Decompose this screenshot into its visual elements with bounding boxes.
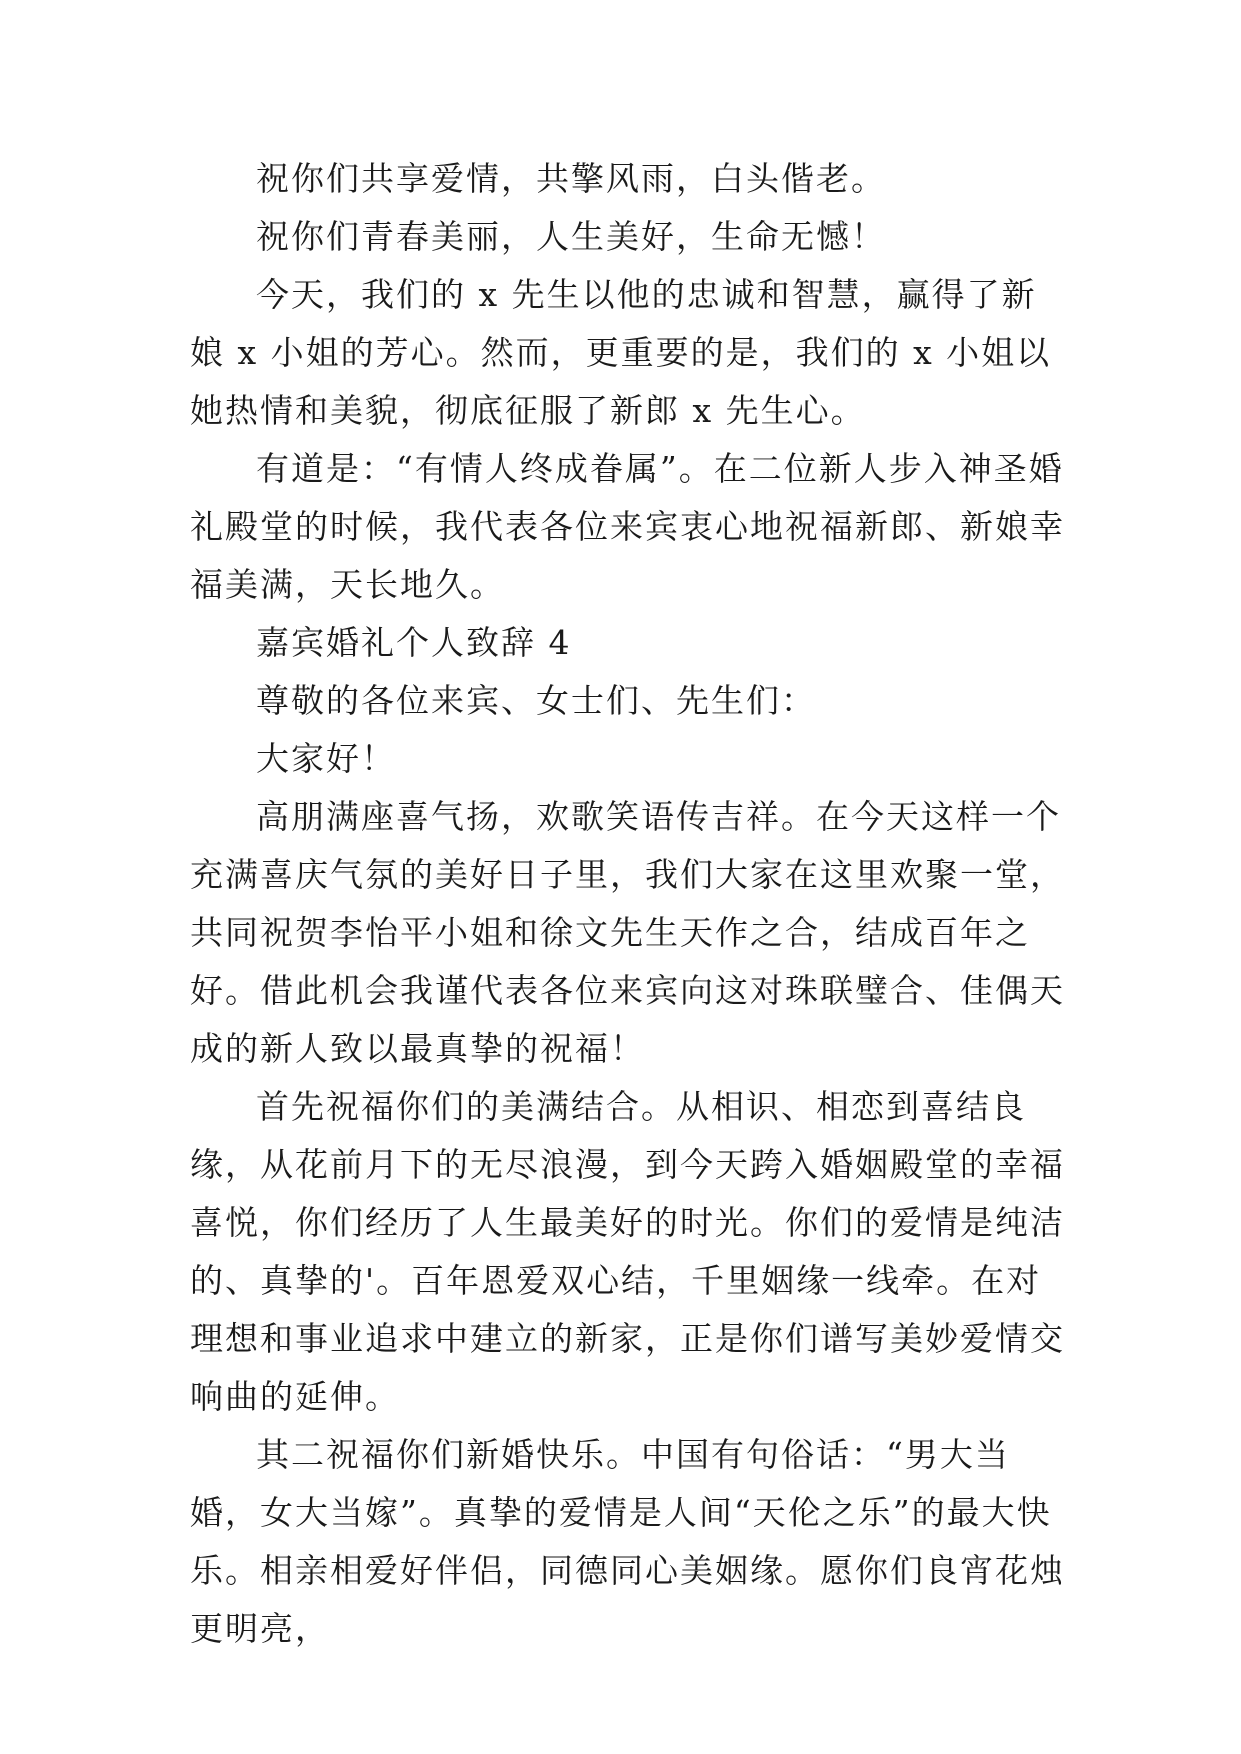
paragraph-3: 今天，我们的 x 先生以他的忠诚和智慧，赢得了新娘 x 小姐的芳心。然而，更重要的是，我们的 x 小姐以她热情和美貌，彻底征服了新郎 x 先生心。 — [190, 275, 1052, 430]
salutation: 尊敬的各位来宾、女士们、先生们： — [256, 681, 816, 720]
paragraph-10: 其二祝福你们新婚快乐。中国有句俗话：“男大当婚，女大当嫁”。真挚的爱情是人间“天伦之乐”的最大快乐。相亲相爱好伴侣，同德同心美姻缘。愿你们良宵花烛更明亮， — [190, 1435, 1065, 1648]
paragraph-1: 祝你们共享爱情，共擎风雨，白头偕老。 — [256, 159, 886, 198]
greeting: 大家好！ — [256, 739, 396, 778]
document-body — [190, 150, 1070, 1658]
paragraph-9: 首先祝福你们的美满结合。从相识、相恋到喜结良缘，从花前月下的无尽浪漫，到今天跨入婚姻殿堂的幸福喜悦，你们经历了人生最美好的时光。你们的爱情是纯洁的、真挚的'。百年恩爱双心结，千里姻缘一线牵。在对理想和事业追求中建立的新家，正是你们谱写美妙爱情交响曲的延伸。 — [190, 1087, 1065, 1416]
paragraph-2: 祝你们青春美丽，人生美好，生命无憾！ — [256, 217, 886, 256]
section-heading: 嘉宾婚礼个人致辞 4 — [256, 623, 572, 662]
paragraph-4: 有道是：“有情人终成眷属”。在二位新人步入神圣婚礼殿堂的时候，我代表各位来宾衷心地祝福新郎、新娘幸福美满，天长地久。 — [190, 449, 1065, 604]
paragraph-8: 高朋满座喜气扬，欢歌笑语传吉祥。在今天这样一个充满喜庆气氛的美好日子里，我们大家在这里欢聚一堂，共同祝贺李怡平小姐和徐文先生天作之合，结成百年之好。借此机会我谨代表各位来宾向这对珠联璧合、佳偶天成的新人致以最真挚的祝福！ — [190, 797, 1065, 1068]
